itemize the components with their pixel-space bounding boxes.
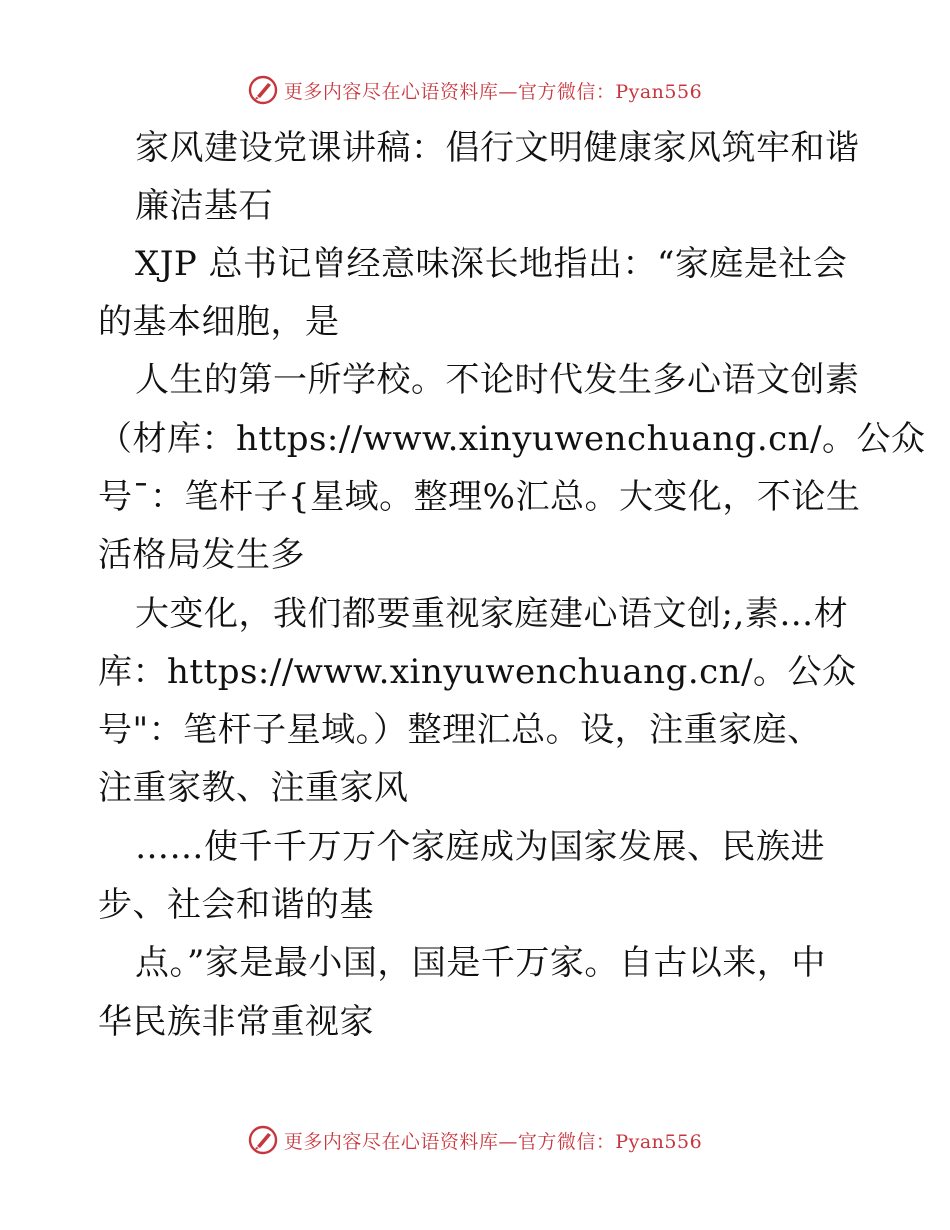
brush-logo-icon xyxy=(248,1125,278,1155)
title-line-1: 家风建设党课讲稿：倡行文明健康家风筑牢和谐 xyxy=(135,128,860,168)
paragraph-line: 点。”家是最小国，国是千万家。自古以来，中 xyxy=(135,943,826,983)
paragraph-line: 华民族非常重视家 xyxy=(98,1002,374,1042)
banner-text xyxy=(284,77,702,104)
paragraph-line: 号"：笔杆子星域。）整理汇总。设，注重家庭、 xyxy=(98,710,822,750)
paragraph-line: 活格局发生多 xyxy=(98,535,305,575)
paragraph-line: 人生的第一所学校。不论时代发生多心语文创素 xyxy=(135,360,860,400)
brush-logo-icon xyxy=(248,75,278,105)
banner-text xyxy=(284,1127,702,1154)
banner-main-text: 更多内容尽在心语资料库 xyxy=(283,80,499,103)
paragraph-line: XJP 总书记曾经意味深长地指出：“家庭是社会 xyxy=(135,244,848,284)
header-banner xyxy=(0,72,950,108)
banner-wechat-text: 官方微信：Pyan556 xyxy=(517,80,703,103)
paragraph-line: ……使千千万万个家庭成为国家发展、民族进 xyxy=(135,827,825,867)
footer-banner xyxy=(0,1122,950,1158)
paragraph-line: 号¯：笔杆子{星域。整理%汇总。大变化，不论生 xyxy=(98,477,861,517)
paragraph-line: 大变化，我们都要重视家庭建心语文创;,素…材 xyxy=(135,594,849,634)
paragraph-line: 步、社会和谐的基 xyxy=(98,885,374,925)
banner-dash: — xyxy=(498,80,518,103)
paragraph-line: （材库：https://www.xinyuwenchuang.cn/。公众 xyxy=(98,419,926,459)
banner-main-text: 更多内容尽在心语资料库 xyxy=(283,1130,499,1153)
paragraph-line: 的基本细胞，是 xyxy=(98,302,340,342)
title-line-2: 廉洁基石 xyxy=(135,186,273,226)
banner-dash: — xyxy=(498,1130,518,1153)
paragraph-line: 注重家教、注重家风 xyxy=(98,768,409,808)
paragraph-line: 库：https://www.xinyuwenchuang.cn/。公众 xyxy=(98,652,857,692)
banner-wechat-text: 官方微信：Pyan556 xyxy=(517,1130,703,1153)
